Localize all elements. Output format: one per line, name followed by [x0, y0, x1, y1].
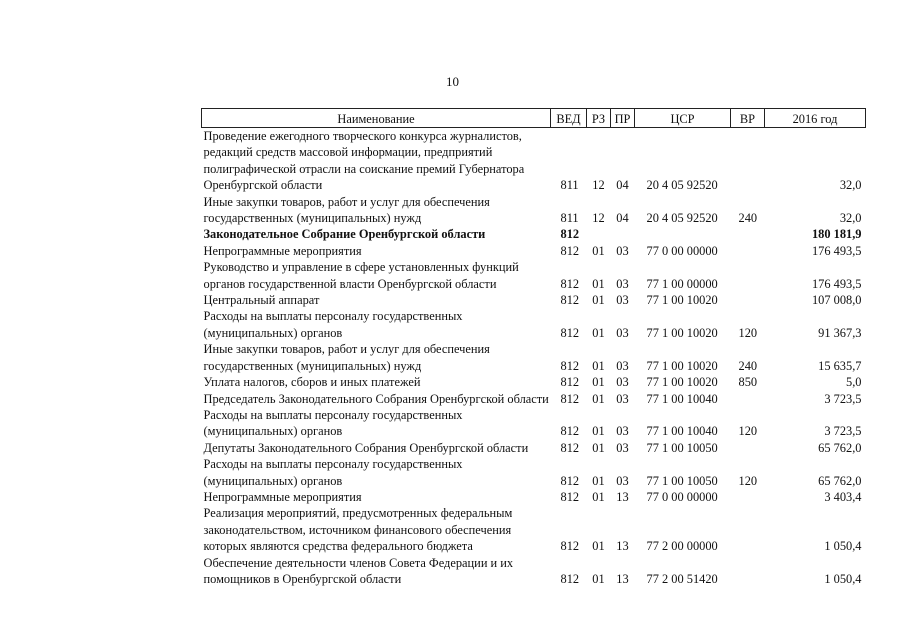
cell-rz: 01	[592, 489, 605, 504]
cell-rz: 01	[592, 243, 605, 258]
cell-name: Реализация мероприятий, предусмотренных федеральным законодательством, источником финансового обеспечения которых являются средства федерального бюджета	[203, 506, 513, 554]
cell-vr	[731, 489, 765, 505]
cell-amount: 3 723,5	[824, 391, 862, 406]
cell-name: Иные закупки товаров, работ и услуг для обеспечения государственных (муниципальных) нужд	[203, 194, 490, 226]
cell-rz: 01	[592, 440, 605, 455]
cell-csr	[635, 226, 731, 242]
cell-ved: 812	[560, 440, 580, 455]
cell-name: Проведение ежегодного творческого конкурса журналистов, редакций средств массовой информации, предприятий полиграфической отрасли на соискание премий Губернатора Оренбургской области	[203, 129, 525, 193]
cell-pr: 03	[616, 440, 629, 455]
table-row	[202, 374, 866, 390]
cell-pr: 13	[616, 489, 629, 504]
cell-amount: 65 762,0	[818, 440, 862, 455]
cell-csr: 77 2 00 00000	[646, 539, 718, 554]
table-row	[202, 308, 866, 341]
cell-name: Непрограммные мероприятия	[203, 243, 362, 258]
cell-amount: 32,0	[839, 178, 862, 193]
cell-pr: 04	[616, 178, 629, 193]
cell-amount: 180 181,9	[811, 227, 862, 242]
page-number: 10	[446, 74, 459, 89]
cell-rz: 01	[592, 375, 605, 390]
cell-ved: 812	[560, 391, 580, 406]
cell-amount: 176 493,5	[811, 276, 862, 291]
cell-pr: 03	[616, 293, 629, 308]
cell-ved: 812	[560, 227, 580, 242]
cell-csr: 20 4 05 92520	[646, 211, 718, 226]
cell-csr: 77 1 00 10040	[646, 391, 718, 406]
cell-vr: 120	[738, 325, 758, 340]
header-csr: ЦСР	[635, 109, 731, 128]
table-row	[202, 489, 866, 505]
header-pr: ПР	[611, 109, 635, 128]
cell-pr	[611, 226, 635, 242]
cell-vr: 240	[738, 211, 758, 226]
cell-pr: 03	[616, 325, 629, 340]
header-rz: РЗ	[587, 109, 611, 128]
cell-pr: 03	[616, 375, 629, 390]
cell-ved: 812	[560, 424, 580, 439]
cell-name: Расходы на выплаты персоналу государственных (муниципальных) органов	[203, 457, 463, 488]
cell-pr: 13	[616, 539, 629, 554]
budget-table	[201, 108, 866, 587]
table-header	[202, 109, 866, 128]
cell-vr	[731, 292, 765, 308]
cell-name: Центральный аппарат	[203, 293, 320, 308]
cell-vr	[731, 128, 765, 194]
cell-ved: 812	[560, 325, 580, 340]
cell-name: Расходы на выплаты персоналу государственных (муниципальных) органов	[203, 309, 463, 340]
table-row	[202, 456, 866, 489]
cell-name: Обеспечение деятельности членов Совета Федерации и их помощников в Оренбургской области	[203, 555, 514, 586]
table-row	[202, 128, 866, 194]
cell-pr: 03	[616, 391, 629, 406]
cell-csr: 77 1 00 10020	[646, 325, 718, 340]
cell-amount: 1 050,4	[824, 539, 862, 554]
cell-name: Председатель Законодательного Собрания Оренбургской области	[203, 391, 549, 406]
table-row	[202, 259, 866, 292]
cell-ved: 812	[560, 358, 580, 373]
cell-vr	[731, 555, 765, 588]
cell-csr: 20 4 05 92520	[646, 178, 718, 193]
cell-rz: 01	[592, 424, 605, 439]
cell-vr	[731, 440, 765, 456]
cell-pr: 03	[616, 243, 629, 258]
cell-ved: 812	[560, 243, 580, 258]
cell-name: Законодательное Собрание Оренбургской области	[203, 227, 486, 242]
cell-ved: 812	[560, 375, 580, 390]
table-row	[202, 243, 866, 259]
cell-rz: 01	[592, 358, 605, 373]
cell-vr	[731, 259, 765, 292]
cell-amount: 15 635,7	[818, 358, 862, 373]
cell-csr: 77 0 00 00000	[646, 489, 718, 504]
table-row	[202, 555, 866, 588]
cell-rz: 01	[592, 325, 605, 340]
header-year: 2016 год	[765, 109, 866, 128]
cell-name: Уплата налогов, сборов и иных платежей	[203, 375, 421, 390]
cell-rz: 01	[592, 391, 605, 406]
cell-rz: 01	[592, 473, 605, 488]
cell-ved: 812	[560, 276, 580, 291]
cell-ved: 811	[560, 178, 579, 193]
cell-csr: 77 2 00 51420	[646, 571, 718, 586]
cell-ved: 812	[560, 571, 580, 586]
cell-vr	[731, 243, 765, 259]
cell-pr: 13	[616, 571, 629, 586]
cell-csr: 77 1 00 10050	[646, 473, 718, 488]
cell-rz	[587, 226, 611, 242]
cell-amount: 3 723,5	[824, 424, 862, 439]
cell-rz: 01	[592, 293, 605, 308]
cell-vr: 120	[738, 473, 758, 488]
cell-pr: 04	[616, 211, 629, 226]
table-row	[202, 226, 866, 242]
table-row	[202, 391, 866, 407]
table-row	[202, 292, 866, 308]
header-name: Наименование	[202, 109, 551, 128]
table-row	[202, 341, 866, 374]
cell-rz: 12	[592, 178, 605, 193]
cell-amount: 3 403,4	[824, 489, 862, 504]
cell-vr	[731, 391, 765, 407]
cell-ved: 812	[560, 473, 580, 488]
cell-rz: 01	[592, 571, 605, 586]
cell-csr: 77 1 00 10020	[646, 375, 718, 390]
cell-pr: 03	[616, 276, 629, 291]
header-ved: ВЕД	[551, 109, 587, 128]
cell-vr: 240	[738, 358, 758, 373]
cell-amount: 5,0	[846, 375, 862, 390]
cell-vr: 850	[738, 375, 758, 390]
table-row	[202, 194, 866, 227]
cell-name: Расходы на выплаты персоналу государственных (муниципальных) органов	[203, 407, 463, 439]
table-row	[202, 407, 866, 440]
cell-rz: 01	[592, 276, 605, 291]
cell-name: Иные закупки товаров, работ и услуг для обеспечения государственных (муниципальных) нужд	[203, 342, 490, 373]
cell-ved: 811	[560, 211, 579, 226]
header-vr: ВР	[731, 109, 765, 128]
cell-amount: 107 008,0	[811, 293, 862, 308]
cell-ved: 812	[560, 539, 580, 554]
cell-amount: 65 762,0	[818, 473, 862, 488]
cell-name: Непрограммные мероприятия	[203, 489, 362, 504]
table-body	[202, 128, 866, 588]
table-row	[202, 505, 866, 554]
cell-amount: 32,0	[839, 211, 862, 226]
cell-csr: 77 1 00 10040	[646, 424, 718, 439]
cell-csr: 77 1 00 00000	[646, 276, 718, 291]
cell-csr: 77 0 00 00000	[646, 243, 718, 258]
cell-amount: 91 367,3	[818, 325, 862, 340]
cell-vr	[731, 226, 765, 242]
table-row	[202, 440, 866, 456]
cell-name: Руководство и управление в сфере установленных функций органов государственной власти Оренбургской области	[203, 260, 519, 291]
cell-pr: 03	[616, 358, 629, 373]
cell-name: Депутаты Законодательного Собрания Оренбургской области	[203, 440, 529, 455]
cell-csr: 77 1 00 10050	[646, 440, 718, 455]
cell-amount: 176 493,5	[811, 243, 862, 258]
cell-pr: 03	[616, 473, 629, 488]
cell-csr: 77 1 00 10020	[646, 293, 718, 308]
cell-vr	[731, 505, 765, 554]
cell-vr: 120	[738, 424, 758, 439]
cell-pr: 03	[616, 424, 629, 439]
cell-ved: 812	[560, 489, 580, 504]
cell-csr: 77 1 00 10020	[646, 358, 718, 373]
cell-rz: 12	[592, 211, 605, 226]
cell-amount: 1 050,4	[824, 571, 862, 586]
cell-ved: 812	[560, 293, 580, 308]
cell-rz: 01	[592, 539, 605, 554]
